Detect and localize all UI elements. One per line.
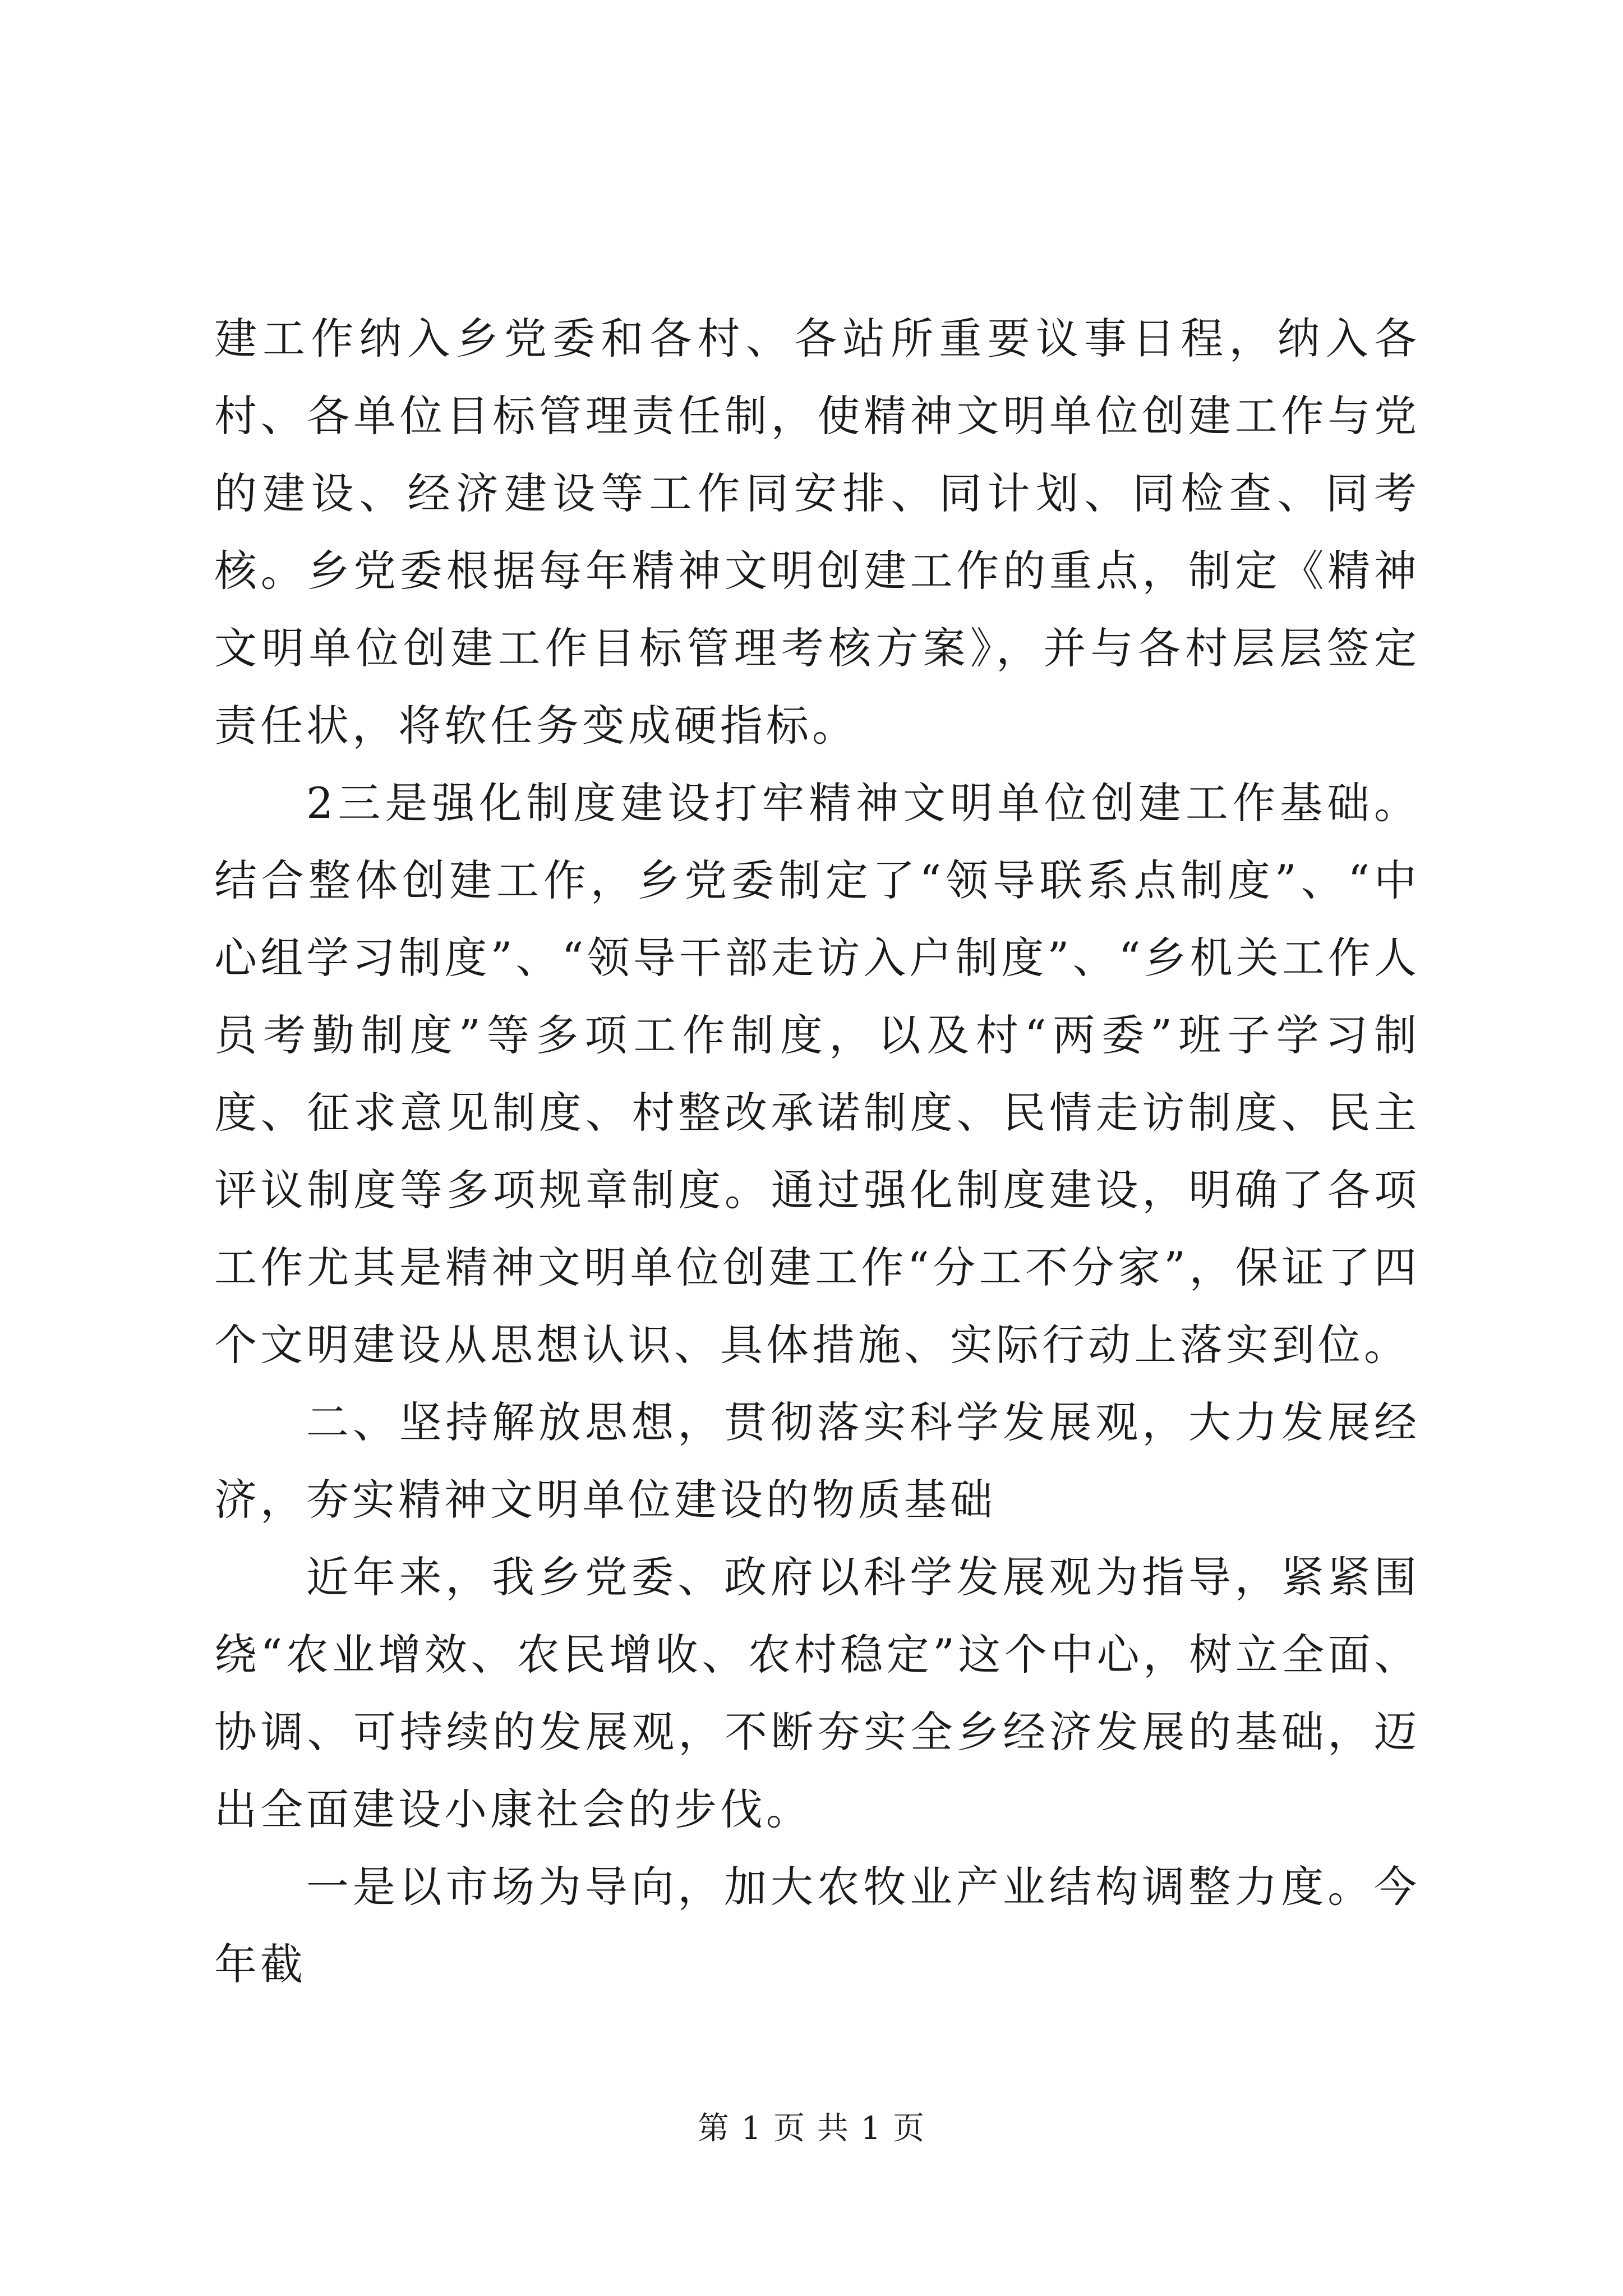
section-heading-paragraph: 二、坚持解放思想，贯彻落实科学发展观，大力发展经济，夯实精神文明单位建设的物质基础 bbox=[214, 1397, 1420, 1525]
body-paragraph: 建工作纳入乡党委和各村、各站所重要议事日程，纳入各村、各单位目标管理责任制，使精神文明单位创建工作与党的建设、经济建设等工作同安排、同计划、同检查、同考核。乡党委根据每年精神文明创建工作的重点，制定《精神文明单位创建工作目标管理考核方案》，并与各村层层签定责任状，将软任务变成硬指标。 bbox=[214, 314, 1420, 751]
document-body bbox=[214, 300, 1420, 2003]
page-footer: 第 1 页 共 1 页 bbox=[697, 2110, 926, 2147]
body-paragraph: 一是以市场为导向，加大农牧业产业结构调整力度。今年截 bbox=[214, 1862, 1420, 1989]
body-paragraph: 近年来，我乡党委、政府以科学发展观为指导，紧紧围绕“农业增效、农民增收、农村稳定”这个中心，树立全面、协调、可持续的发展观，不断夯实全乡经济发展的基础，迈出全面建设小康社会的步伐。 bbox=[214, 1552, 1420, 1834]
body-paragraph: 2三是强化制度建设打牢精神文明单位创建工作基础。结合整体创建工作，乡党委制定了“领导联系点制度”、“中心组学习制度”、“领导干部走访入户制度”、“乡机关工作人员考勤制度”等多项工作制度，以及村“两委”班子学习制度、征求意见制度、村整改承诺制度、民情走访制度、民主评议制度等多项规章制度。通过强化制度建设，明确了各项工作尤其是精神文明单位创建工作“分工不分家”，保证了四个文明建设从思想认识、具体措施、实际行动上落实到位。 bbox=[214, 778, 1420, 1370]
